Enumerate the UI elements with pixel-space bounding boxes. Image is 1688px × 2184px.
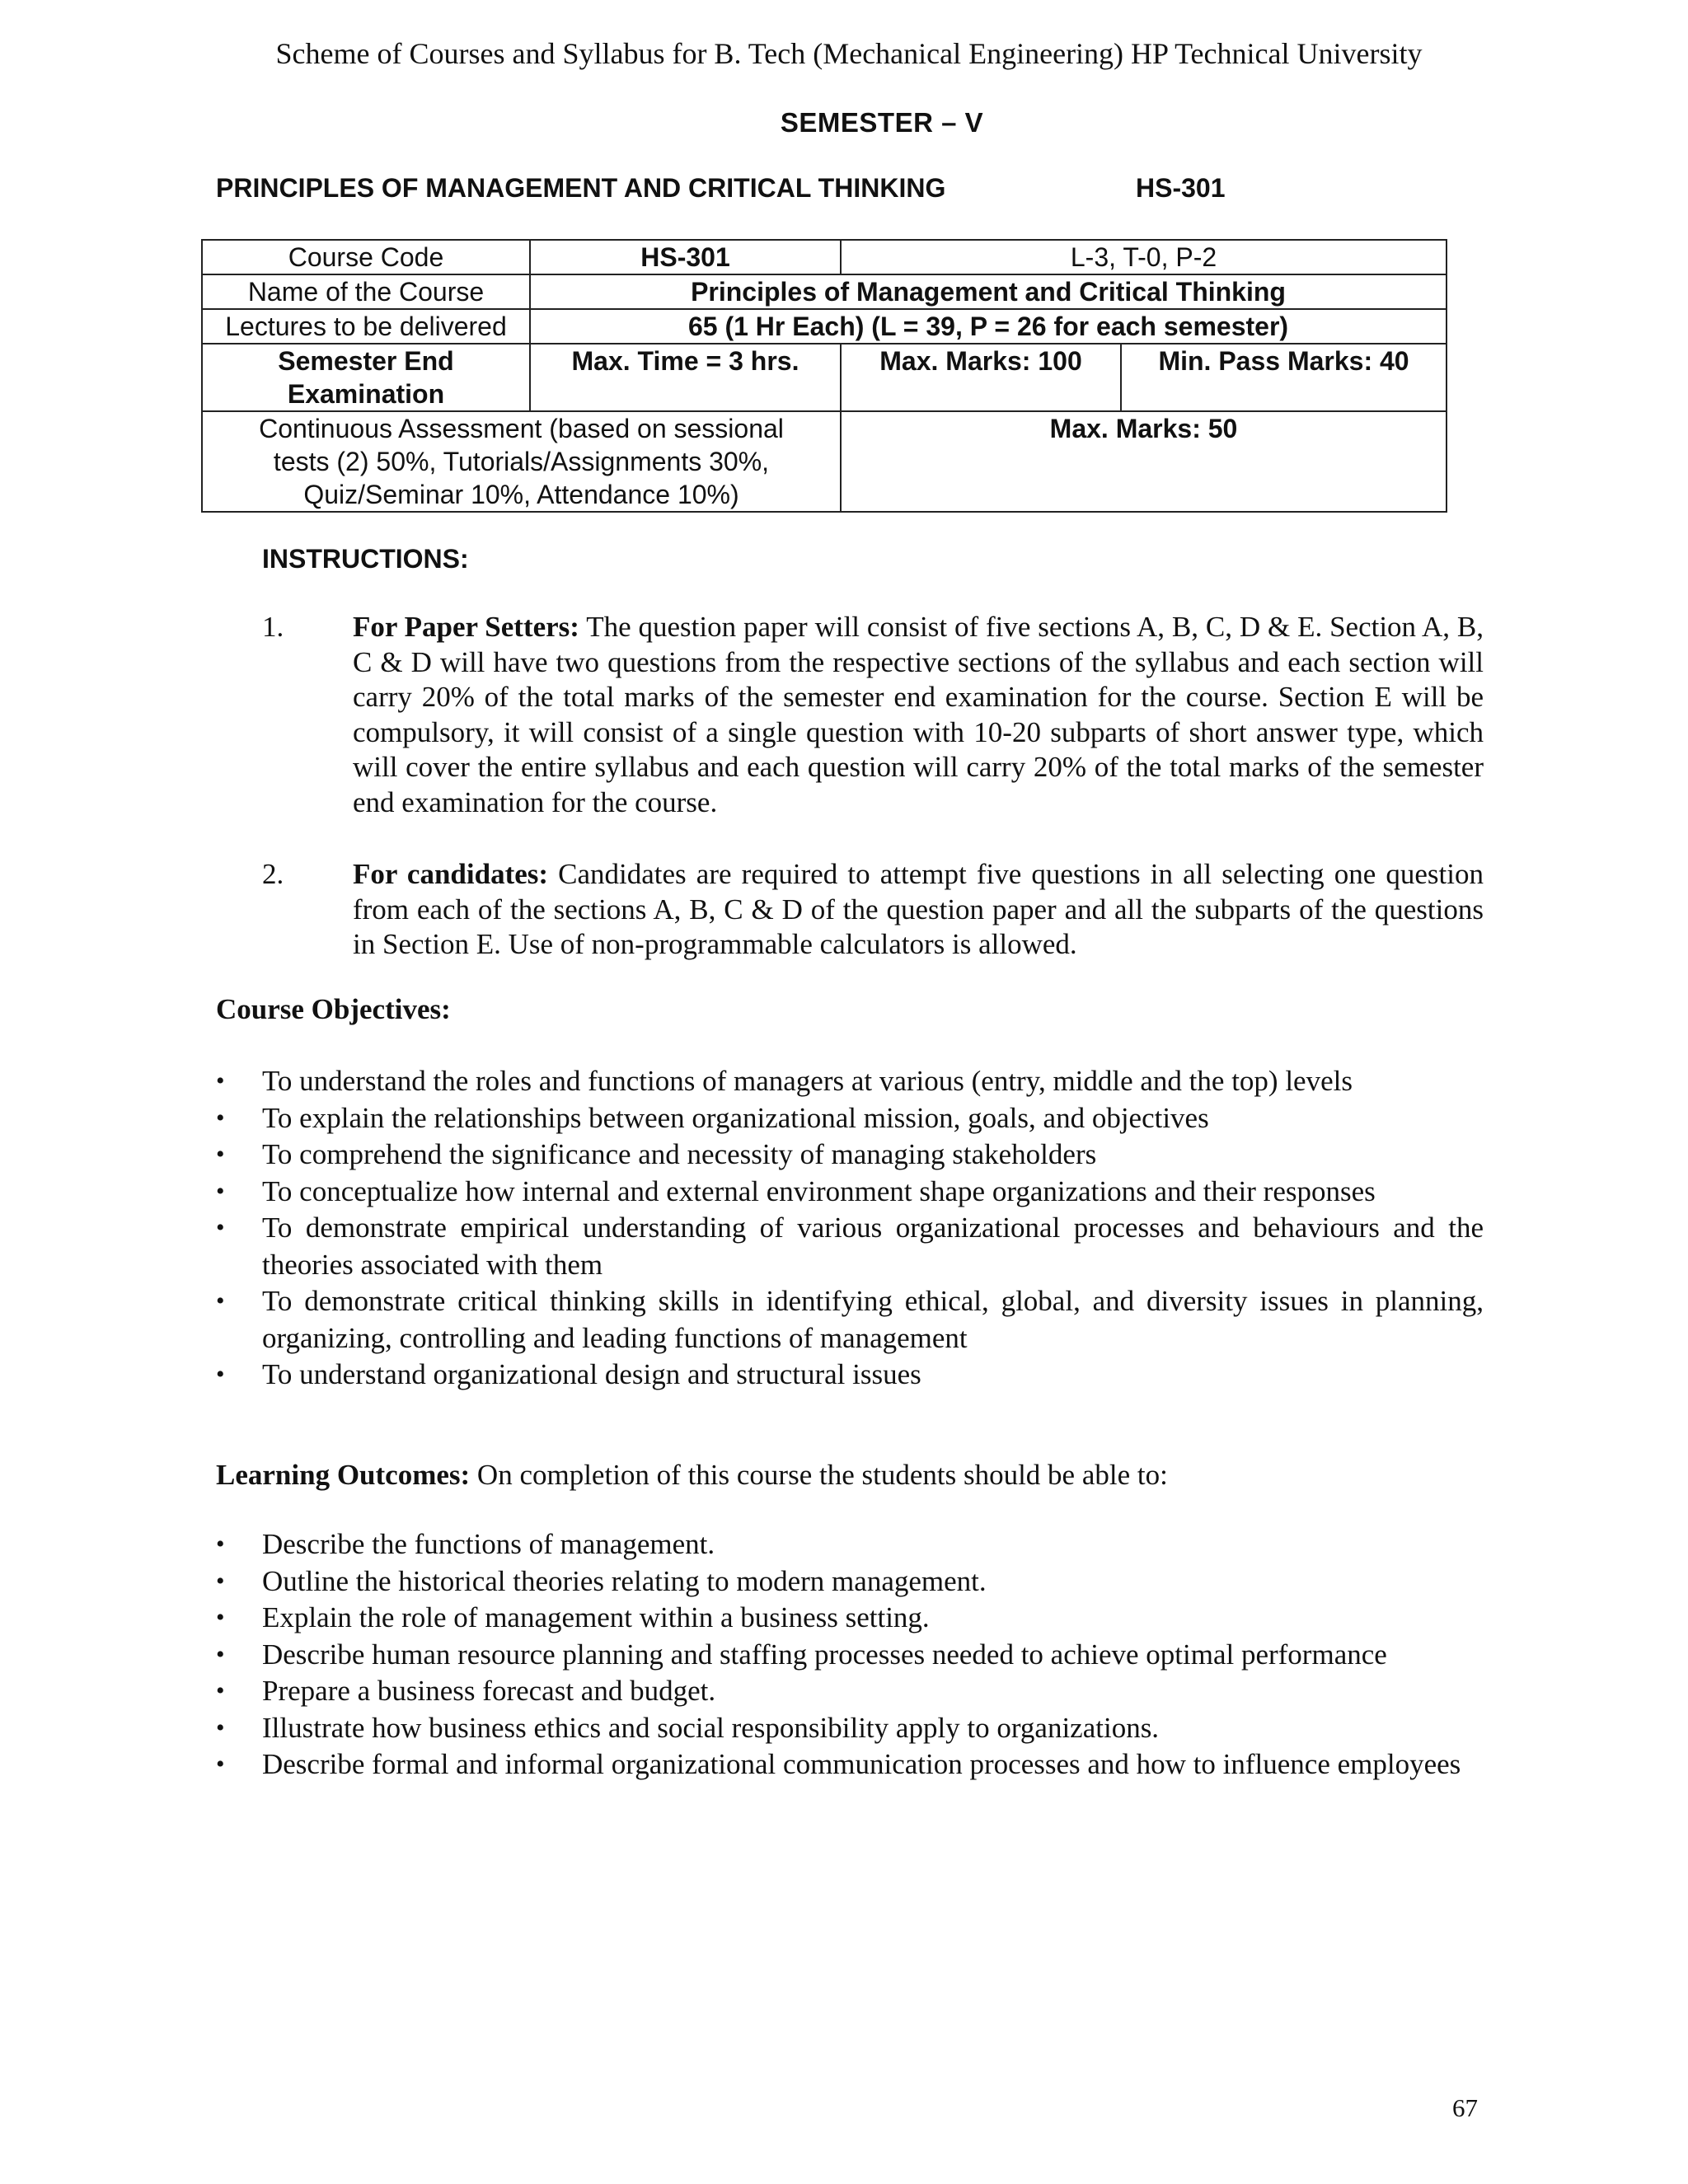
bullet-icon: • bbox=[216, 1713, 225, 1741]
course-title: PRINCIPLES OF MANAGEMENT AND CRITICAL THINKING bbox=[216, 173, 946, 203]
bullet-icon: • bbox=[216, 1677, 225, 1704]
list-item: • Explain the role of management within a business setting. bbox=[216, 1600, 1484, 1637]
instruction-number: 2. bbox=[262, 858, 284, 890]
list-item: • To understand the roles and functions of managers at various (entry, middle and the top) levels bbox=[216, 1063, 1484, 1100]
list-item: • Describe human resource planning and staffing processes needed to achieve optimal performance bbox=[216, 1637, 1484, 1674]
table-cell-max-marks: Max. Marks: 100 bbox=[841, 344, 1121, 411]
list-item: • Describe formal and informal organizational communication processes and how to influence employees bbox=[216, 1746, 1484, 1783]
list-item: • To explain the relationships between organizational mission, goals, and objectives bbox=[216, 1100, 1484, 1137]
table-cell-label: Continuous Assessment (based on sessional tests (2) 50%, Tutorials/Assignments 30%, Quiz/Seminar 10%, Attendance 10%) bbox=[202, 411, 841, 512]
table-cell-label: Name of the Course bbox=[202, 274, 530, 309]
list-item: • To understand organizational design and structural issues bbox=[216, 1357, 1484, 1394]
table-row bbox=[202, 274, 1447, 309]
course-code-heading: HS-301 bbox=[1136, 173, 1226, 203]
bullet-icon: • bbox=[216, 1640, 225, 1668]
instruction-text: Candidates are required to attempt five questions in all selecting one question from each of the sections A, B, C & D of the question paper and all the subparts of the questions in Section E. Use of non-programmable calculators is allowed. bbox=[353, 858, 1484, 960]
outcomes-intro-text: On completion of this course the students should be able to: bbox=[470, 1459, 1168, 1491]
instruction-item bbox=[262, 857, 1484, 963]
list-item: • Outline the historical theories relating to modern management. bbox=[216, 1563, 1484, 1601]
table-row bbox=[202, 309, 1447, 344]
bullet-icon: • bbox=[216, 1141, 225, 1168]
list-item: • Describe the functions of management. bbox=[216, 1526, 1484, 1563]
page-number: 67 bbox=[1452, 2093, 1478, 2122]
instruction-item bbox=[262, 610, 1484, 820]
running-header: Scheme of Courses and Syllabus for B. Tech (Mechanical Engineering) HP Technical University bbox=[275, 37, 1423, 70]
list-item: • Prepare a business forecast and budget. bbox=[216, 1673, 1484, 1710]
course-details-table bbox=[201, 239, 1447, 513]
bullet-icon: • bbox=[216, 1104, 225, 1132]
table-cell-ltp: L-3, T-0, P-2 bbox=[841, 240, 1447, 274]
table-cell-max-time: Max. Time = 3 hrs. bbox=[530, 344, 841, 411]
bullet-icon: • bbox=[216, 1067, 225, 1094]
instructions-heading: INSTRUCTIONS: bbox=[262, 544, 469, 574]
bullet-icon: • bbox=[216, 1214, 225, 1241]
bullet-icon: • bbox=[216, 1750, 225, 1778]
list-item: • To comprehend the significance and necessity of managing stakeholders bbox=[216, 1137, 1484, 1174]
outcomes-list bbox=[216, 1526, 1484, 1783]
bullet-icon: • bbox=[216, 1177, 225, 1205]
table-row bbox=[202, 344, 1447, 411]
bullet-icon: • bbox=[216, 1287, 225, 1315]
table-row bbox=[202, 240, 1447, 274]
table-cell-min-pass: Min. Pass Marks: 40 bbox=[1121, 344, 1447, 411]
table-cell-label: Semester End Examination bbox=[202, 344, 530, 411]
table-row bbox=[202, 411, 1447, 512]
table-cell-lectures: 65 (1 Hr Each) (L = 39, P = 26 for each semester) bbox=[530, 309, 1447, 344]
bullet-icon: • bbox=[216, 1530, 225, 1558]
objectives-list bbox=[216, 1063, 1484, 1394]
table-cell-assessment-marks: Max. Marks: 50 bbox=[841, 411, 1447, 512]
list-item: • To demonstrate critical thinking skills in identifying ethical, global, and diversity issues in planning, organizing, controlling and leading functions of management bbox=[216, 1285, 1484, 1354]
instruction-lead: For candidates: bbox=[353, 858, 549, 890]
table-cell-label: Course Code bbox=[202, 240, 530, 274]
bullet-icon: • bbox=[216, 1604, 225, 1631]
outcomes-heading: Learning Outcomes: bbox=[216, 1459, 471, 1491]
table-cell-course-code: HS-301 bbox=[530, 240, 841, 274]
table-cell-label: Lectures to be delivered bbox=[202, 309, 530, 344]
bullet-icon: • bbox=[216, 1361, 225, 1388]
objectives-heading: Course Objectives: bbox=[216, 993, 451, 1025]
outcomes-intro bbox=[216, 1459, 1168, 1492]
instruction-lead: For Paper Setters: bbox=[353, 611, 579, 643]
list-item: • Illustrate how business ethics and social responsibility apply to organizations. bbox=[216, 1710, 1484, 1747]
semester-heading: SEMESTER – V bbox=[780, 107, 984, 138]
list-item: • To conceptualize how internal and external environment shape organizations and their responses bbox=[216, 1174, 1484, 1211]
list-item: • To demonstrate empirical understanding of various organizational processes and behaviours and the theories associated with them bbox=[216, 1212, 1484, 1281]
instruction-number: 1. bbox=[262, 611, 284, 643]
table-cell-course-name: Principles of Management and Critical Thinking bbox=[530, 274, 1447, 309]
bullet-icon: • bbox=[216, 1567, 225, 1595]
instruction-text: The question paper will consist of five sections A, B, C, D & E. Section A, B, C & D will have two questions from the respective sections of the syllabus and each section will carry 20% of the total marks of the semester end examination for the course. Section E will be compulsory, it will consist of a single question with 10-20 subparts of short answer type, which will cover the entire syllabus and each question will carry 20% of the total marks of the semester end examination for the course. bbox=[353, 611, 1484, 818]
